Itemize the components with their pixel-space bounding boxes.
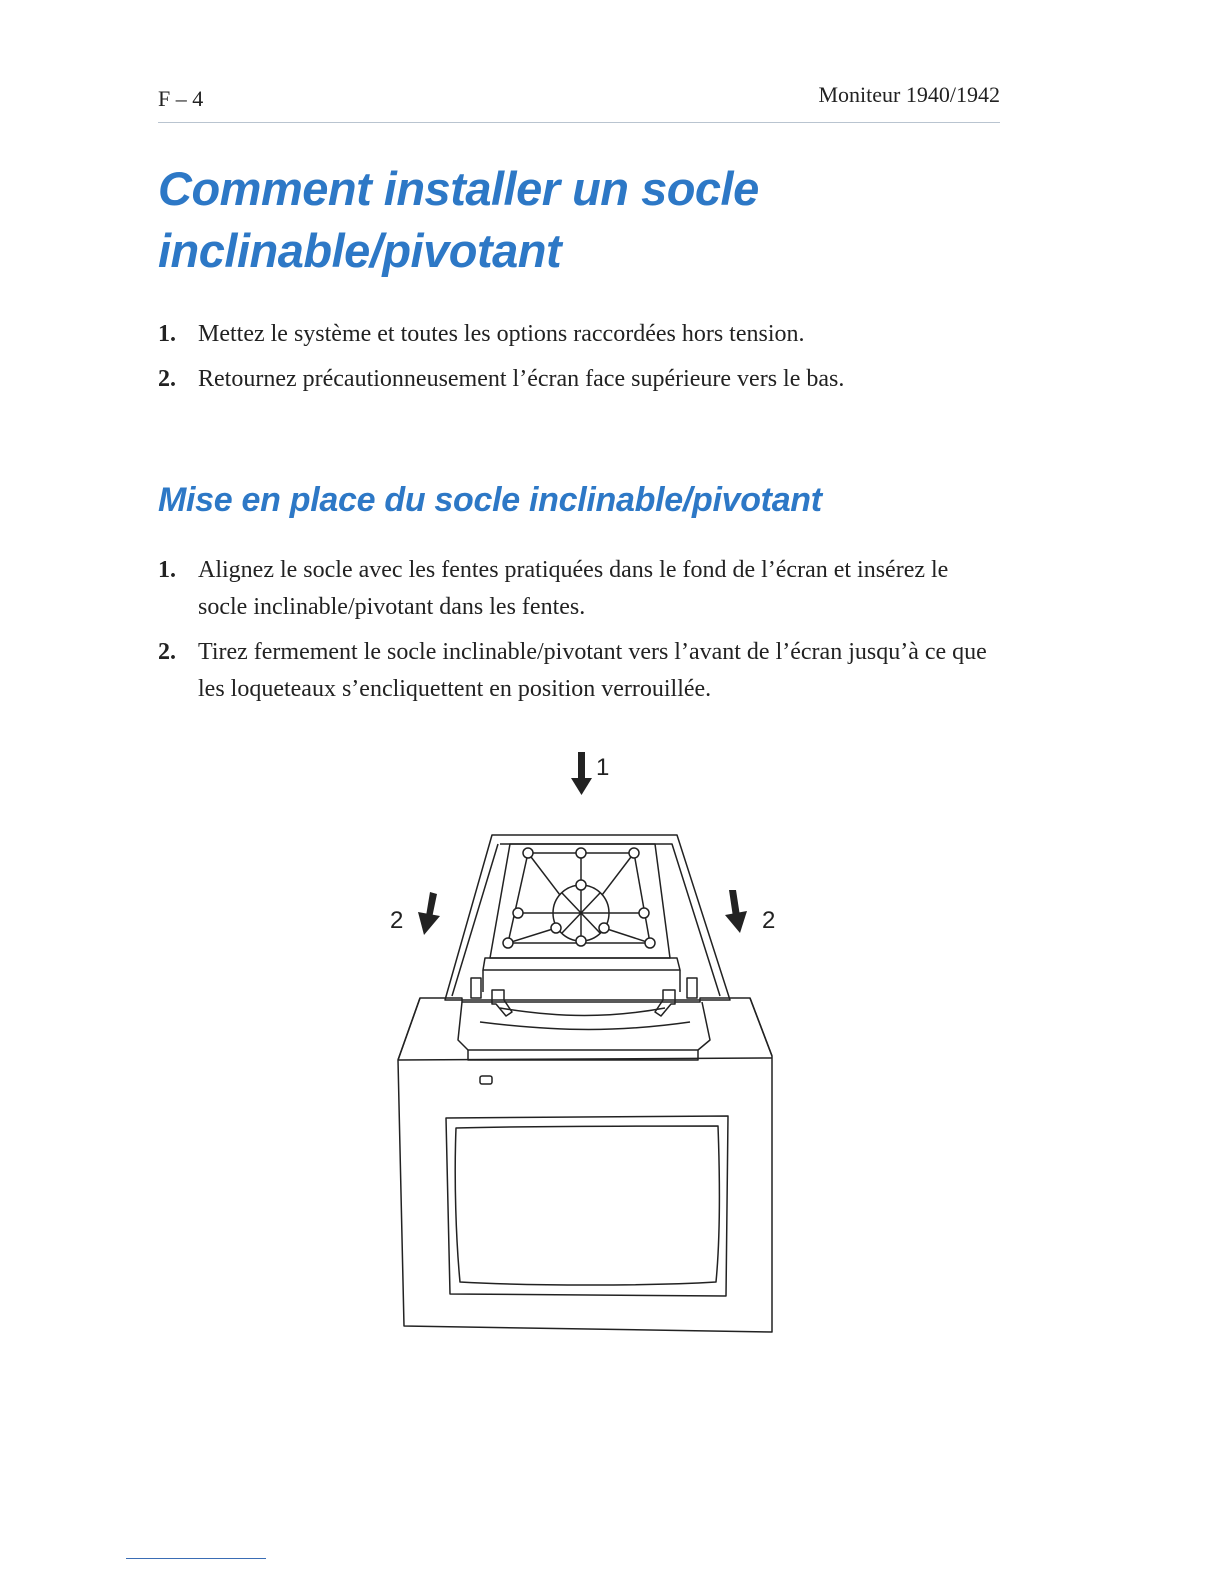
illustration-svg	[380, 740, 800, 1350]
step-text: Alignez le socle avec les fentes pratiquées dans le fond de l’écran et insérez le socle inclinable/pivotant dans les fentes.	[198, 557, 949, 620]
step-number: 2.	[158, 366, 176, 392]
list-item	[158, 552, 988, 626]
callout-label: 1	[596, 754, 610, 781]
step-number: 1.	[158, 557, 176, 583]
section-heading: Mise en place du socle inclinable/pivotant	[158, 481, 822, 519]
list-item	[158, 634, 988, 708]
step-text: Retournez précautionneusement l’écran face supérieure vers le bas.	[198, 366, 845, 392]
monitor-stand-illustration	[380, 740, 800, 1350]
page-title: Comment installer un socle inclinable/pivotant	[158, 162, 759, 277]
document-title: Moniteur 1940/1942	[818, 82, 1000, 107]
step-number: 2.	[158, 639, 176, 665]
page-number: F – 4	[158, 86, 204, 111]
arrow-down-icon	[571, 752, 592, 795]
step-text: Mettez le système et toutes les options raccordées hors tension.	[198, 321, 805, 347]
preparation-steps	[158, 316, 988, 406]
step-number: 1.	[158, 321, 176, 347]
arrow-down-icon	[418, 892, 440, 935]
footer-rule	[126, 1558, 266, 1559]
tilt-swivel-base	[445, 835, 730, 1000]
step-text: Tirez fermement le socle inclinable/pivotant vers l’avant de l’écran jusqu’à ce que les loqueteaux s’encliquettent en position verrouillée.	[198, 639, 987, 702]
callout-label: 2	[762, 907, 776, 934]
monitor-body	[398, 978, 772, 1332]
arrow-down-icon	[725, 890, 747, 933]
list-item	[158, 361, 988, 398]
callout-label: 2	[390, 907, 404, 934]
list-item	[158, 316, 988, 353]
installation-steps	[158, 552, 988, 716]
page-header	[158, 82, 1000, 123]
